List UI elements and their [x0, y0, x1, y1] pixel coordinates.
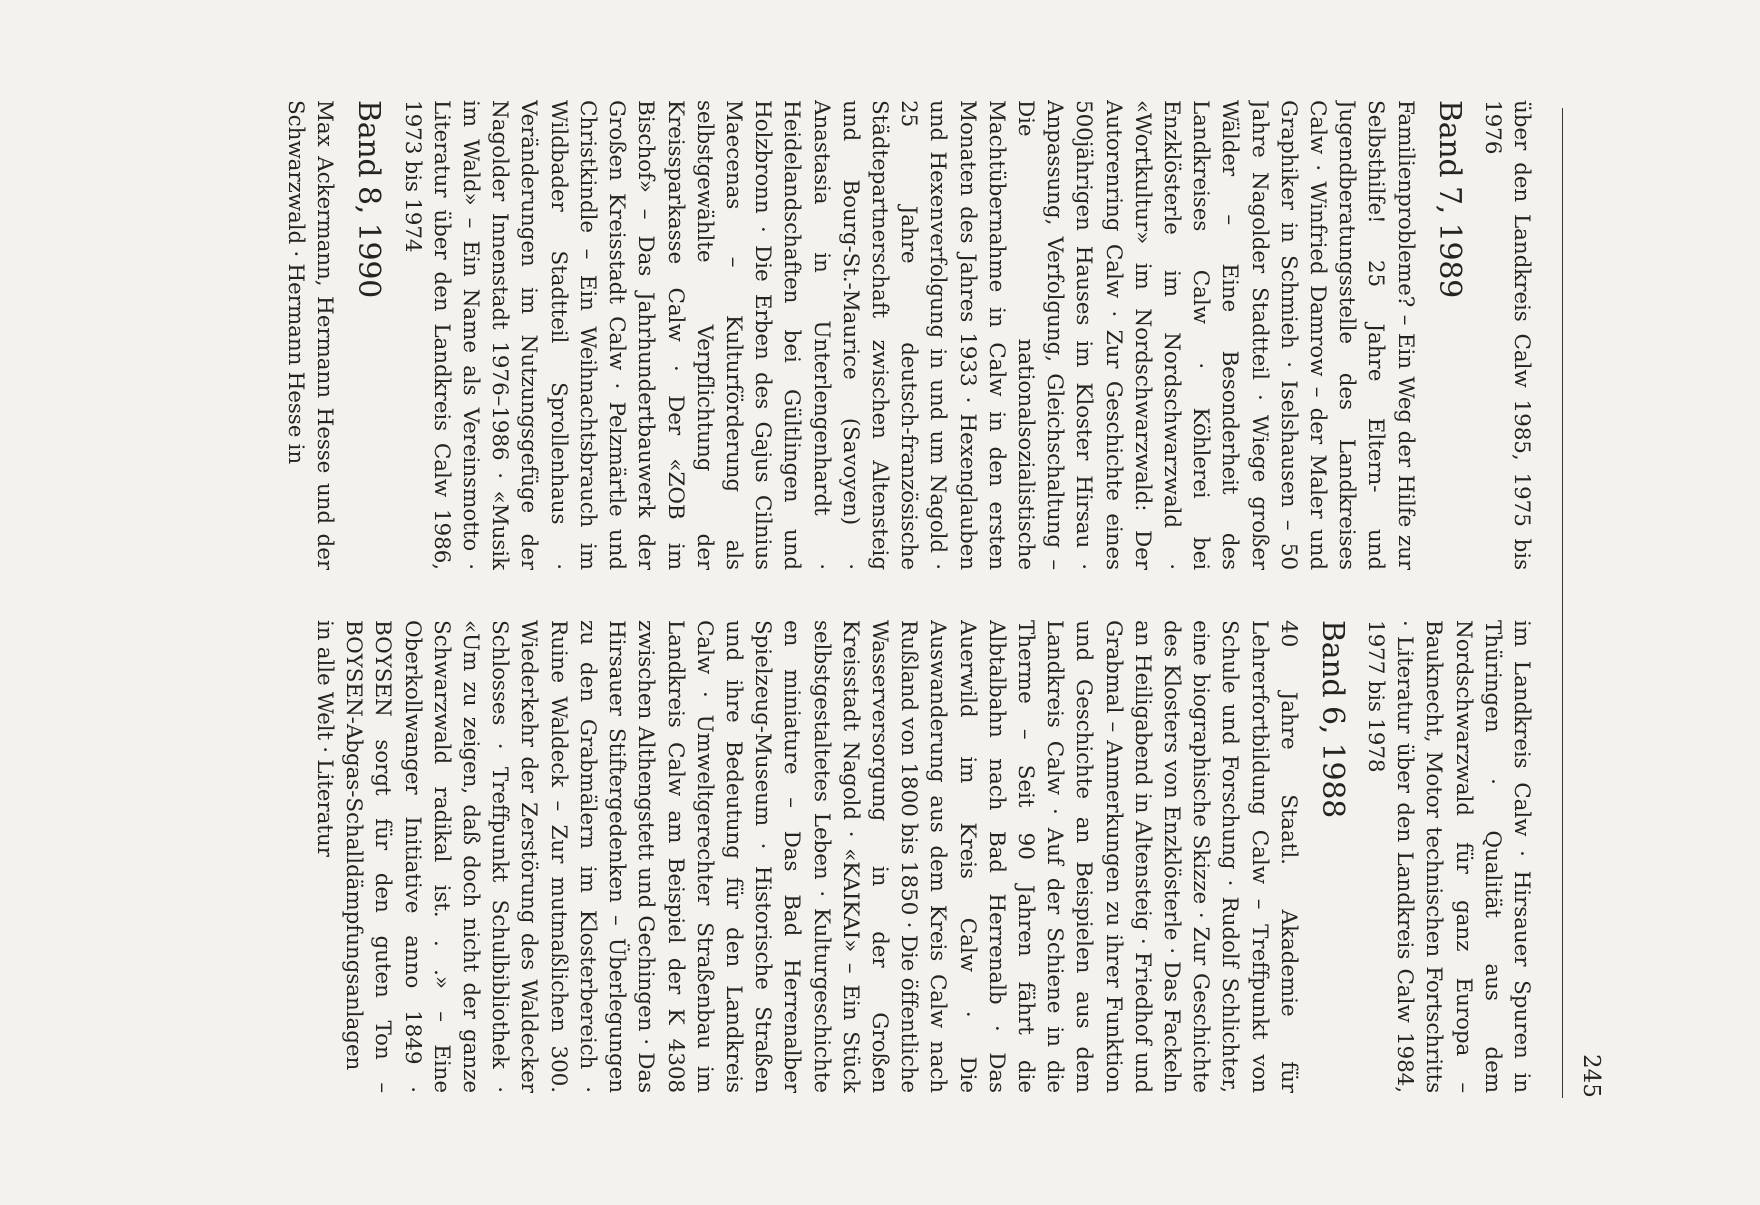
band-8-heading: Band 8, 1990	[351, 100, 387, 298]
band-6-heading: Band 6, 1988	[1314, 620, 1350, 818]
right-column-intro: im Landkreis Calw · Hirsauer Spuren in Thüringen · Qualität aus dem Nordschwarzwald für ganz Europa – Bauknecht, Motor technischen Fortschritts · Literatur über den Landkreis Calw 1984, 1977 bis 1978	[1362, 620, 1534, 1093]
band-7-heading: Band 7, 1989	[1431, 100, 1467, 298]
band-6-contents: 40 Jahre Staatl. Akademie für Lehrerfortbildung Calw – Treffpunkt von Schule und Forschung · Rudolf Schlichter, eine biographische Skizze · Zur Geschichte des Klosters von Enzklösterle · Das Fackeln an Heiligabend in Altensteig · Friedhof und Grabmal – Anmerkungen zu ihrer Funktion und Geschichte an Beispielen aus dem Landkreis Calw · Auf der Schiene in die Therme – Seit 90 Jahren fährt die Albtalbahn nach Bad Herrenalb · Das Auerwild im Kreis Calw · Die Auswanderung aus dem Kreis Calw nach Rußland von 1800 bis 1850 · Die öffentliche Wasserversorgung in der Großen Kreisstadt Nagold · «KAIKAI» – Ein Stück selbstgestaltetes Leben · Kulturgeschichte en miniature – Das Bad Herrenalber Spielzeug-Museum · Historische Straßen und ihre Bedeutung für den Landkreis Calw · Umweltgerechter Straßenbau im Landkreis Calw am Beispiel der K 4308 zwischen Althengstett und Gechingen · Das Hirsauer Stiftergedenken – Überlegungen zu den Grabmälern im Klosterbereich · Ruine Waldeck – Zur mutmaßlichen 300. Wiederkehr der Zerstörung des Waldecker Schlosses · Treffpunkt Schulbibliothek · «Um zu zeigen, daß doch nicht der ganze Schwarzwald radikal ist. . .» – Eine Oberkollwanger Initiative anno 1849 · BOYSEN sorgt für den guten Ton – BOYSEN-Abgas-Schalldämpfungsanlagen in alle Welt · Literatur	[312, 620, 1301, 1093]
header-rule	[1562, 108, 1563, 1098]
page-number: 245	[1578, 1054, 1604, 1098]
band-7-contents: Familienprobleme? – Ein Weg der Hilfe zur Selbsthilfe! 25 Jahre Eltern- und Jugendberatungsstelle des Landkreises Calw · Winfried Damrow – der Maler und Graphiker in Schmieh · Iselshausen – 50 Jahre Nagolder Stadtteil · Wiege großer Wälder – Eine Besonderheit des Landkreises Calw · Köhlerei bei Enzklösterle im Nordschwarzwald · «Wortkultur» im Nordschwarzwald: Der Autorenring Calw · Zur Geschichte eines 500jährigen Hauses im Kloster Hirsau · Anpassung, Verfolgung, Gleichschaltung – Die nationalsozialistische Machtübernahme in Calw in den ersten Monaten des Jahres 1933 · Hexenglauben und Hexenverfolgung in und um Nagold · 25 Jahre deutsch-französische Städtepartnerschaft zwischen Altensteig und Bourg-St.-Maurice (Savoyen) · Anastasia in Unterlengenhardt · Heidelandschaften bei Gültlingen und Holzbronn · Die Erben des Gajus Cilnius Maecenas – Kulturförderung als selbstgewählte Verpflichtung der Kreissparkasse Calw · Der «ZOB im Bischof» – Das Jahrhundertbauwerk der Großen Kreisstadt Calw · Pelzmärtle und Christkindle – Ein Weihnachtsbrauch im Wildbader Stadtteil Sprollenhaus · Veränderungen im Nutzungsgefüge der Nagolder Innenstadt 1976–1986 · «Musik im Wald» – Ein Name als Vereinsmotto · Literatur über den Landkreis Calw 1986, 1973 bis 1974	[399, 100, 1418, 570]
band-8-contents: Max Ackermann, Hermann Hesse und der Schwarzwald · Hermann Hesse in	[283, 100, 338, 570]
right-column	[26, 620, 1536, 1093]
left-column	[26, 100, 1536, 570]
left-column-intro: über den Landkreis Calw 1985, 1975 bis 1976	[1479, 100, 1534, 570]
